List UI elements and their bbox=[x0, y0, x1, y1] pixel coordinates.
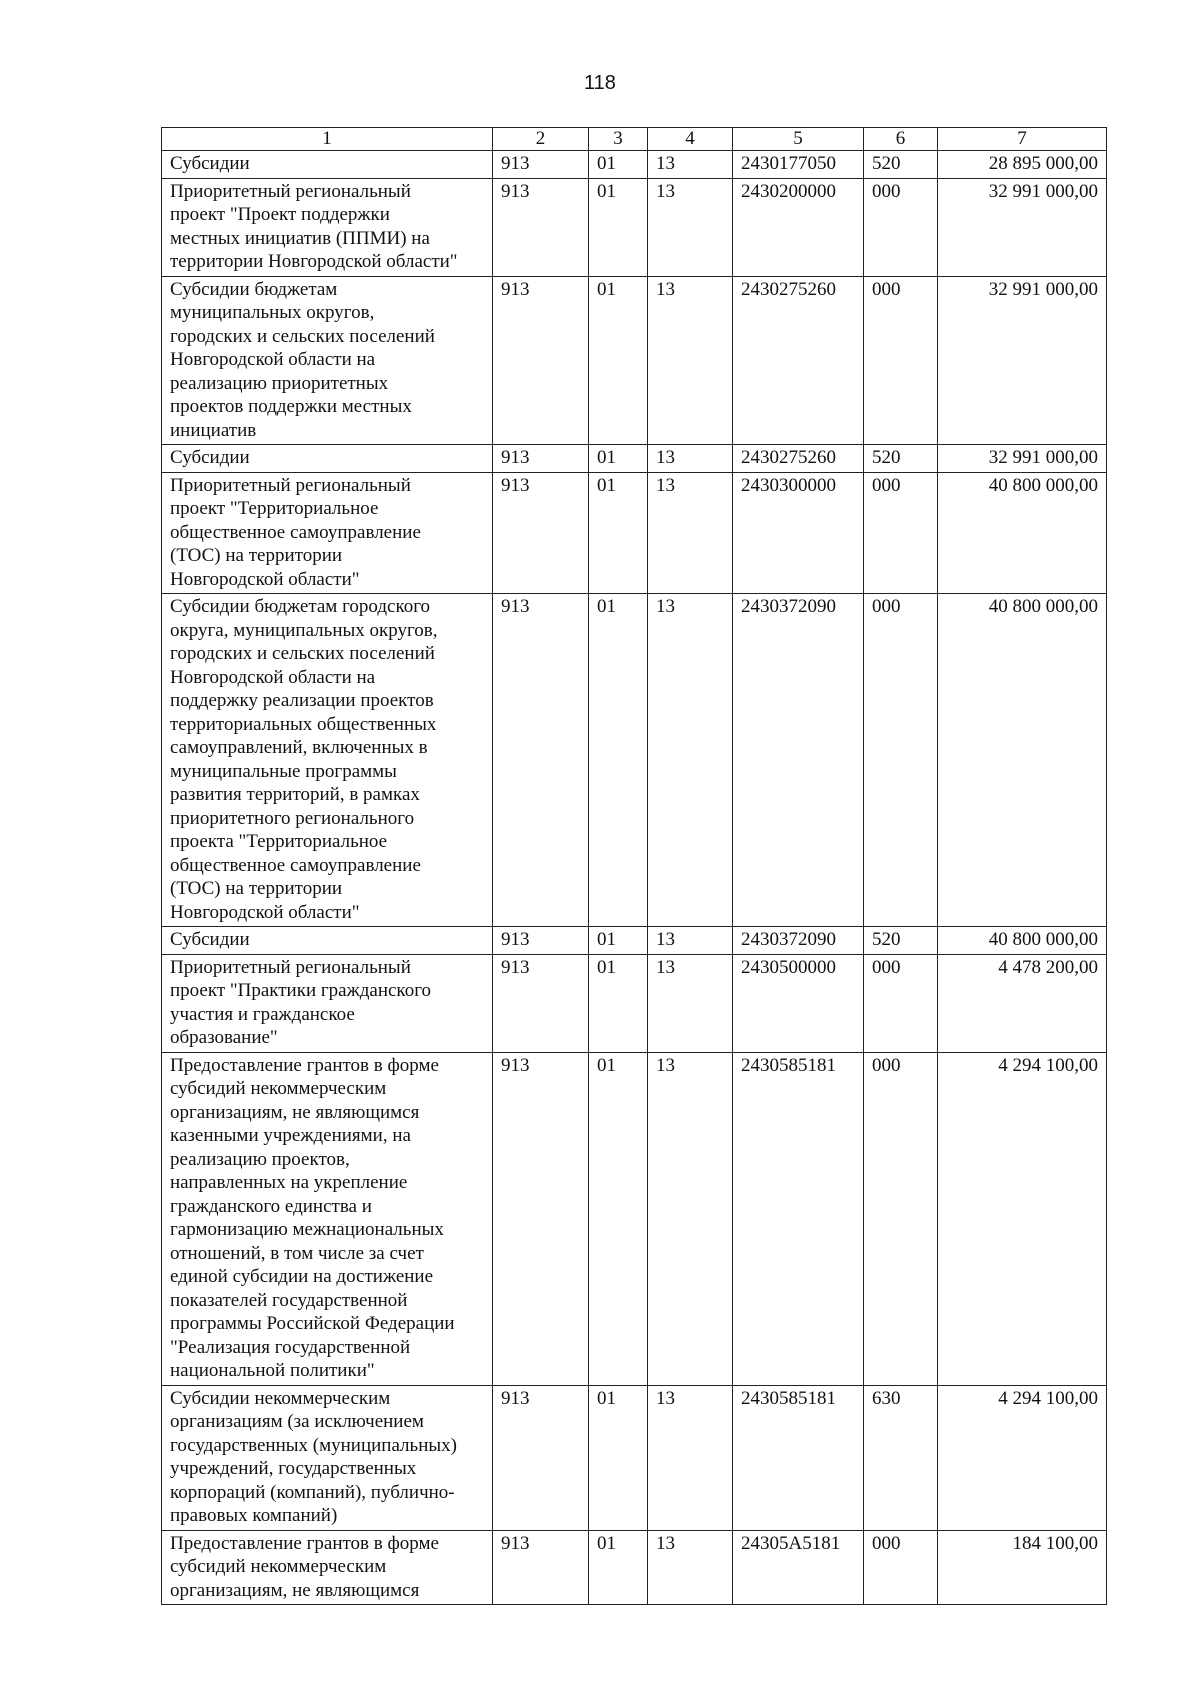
table-row bbox=[162, 594, 1107, 927]
row-name: Субсидии bbox=[162, 151, 493, 179]
table-row bbox=[162, 151, 1107, 179]
row-target-code: 2430585181 bbox=[733, 1385, 864, 1530]
row-name: Субсидии бюджетам муниципальных округов, городских и сельских поселений Новгородской области на реализацию приоритетных проектов поддержки местных инициатив bbox=[162, 276, 493, 445]
row-target-code: 2430275260 bbox=[733, 276, 864, 445]
row-section-code: 01 bbox=[589, 1530, 648, 1605]
row-expense-type: 000 bbox=[864, 954, 938, 1052]
column-header-3: 3 bbox=[589, 128, 648, 151]
row-subsection-code: 13 bbox=[648, 276, 733, 445]
column-header-4: 4 bbox=[648, 128, 733, 151]
row-section-code: 01 bbox=[589, 178, 648, 276]
row-expense-type: 000 bbox=[864, 276, 938, 445]
row-amount: 32 991 000,00 bbox=[938, 276, 1107, 445]
row-name: Приоритетный региональный проект "Практики гражданского участия и гражданское образование" bbox=[162, 954, 493, 1052]
row-name: Субсидии bbox=[162, 445, 493, 473]
row-expense-type: 000 bbox=[864, 1530, 938, 1605]
row-name: Субсидии некоммерческим организациям (за исключением государственных (муниципальных) учреждений, государственных корпораций (компаний), публично- правовых компаний) bbox=[162, 1385, 493, 1530]
table-row bbox=[162, 1530, 1107, 1605]
column-header-1: 1 bbox=[162, 128, 493, 151]
table-row bbox=[162, 927, 1107, 955]
row-name: Приоритетный региональный проект "Территориальное общественное самоуправление (ТОС) на территории Новгородской области" bbox=[162, 472, 493, 594]
row-name: Предоставление грантов в форме субсидий некоммерческим организациям, не являющимся bbox=[162, 1530, 493, 1605]
row-subsection-code: 13 bbox=[648, 927, 733, 955]
row-subsection-code: 13 bbox=[648, 1530, 733, 1605]
row-section-code: 01 bbox=[589, 445, 648, 473]
row-admin-code: 913 bbox=[493, 954, 589, 1052]
row-amount: 184 100,00 bbox=[938, 1530, 1107, 1605]
row-subsection-code: 13 bbox=[648, 1052, 733, 1385]
column-header-7: 7 bbox=[938, 128, 1107, 151]
row-target-code: 2430275260 bbox=[733, 445, 864, 473]
row-expense-type: 630 bbox=[864, 1385, 938, 1530]
row-subsection-code: 13 bbox=[648, 1385, 733, 1530]
row-admin-code: 913 bbox=[493, 178, 589, 276]
row-expense-type: 000 bbox=[864, 472, 938, 594]
row-name: Предоставление грантов в форме субсидий некоммерческим организациям, не являющимся казенными учреждениями, на реализацию проектов, направленных на укрепление гражданского единства и гармонизацию межнациональных отношений, в том числе за счет единой субсидии на достижение показателей государственной программы Российской Федерации "Реализация государственной национальной политики" bbox=[162, 1052, 493, 1385]
row-section-code: 01 bbox=[589, 1385, 648, 1530]
row-section-code: 01 bbox=[589, 1052, 648, 1385]
row-name: Приоритетный региональный проект "Проект поддержки местных инициатив (ППМИ) на территории Новгородской области" bbox=[162, 178, 493, 276]
row-admin-code: 913 bbox=[493, 1530, 589, 1605]
header-row bbox=[162, 128, 1107, 151]
row-name: Субсидии bbox=[162, 927, 493, 955]
row-expense-type: 520 bbox=[864, 151, 938, 179]
row-admin-code: 913 bbox=[493, 276, 589, 445]
row-target-code: 24305А5181 bbox=[733, 1530, 864, 1605]
row-target-code: 2430585181 bbox=[733, 1052, 864, 1385]
row-target-code: 2430300000 bbox=[733, 472, 864, 594]
row-section-code: 01 bbox=[589, 594, 648, 927]
row-admin-code: 913 bbox=[493, 472, 589, 594]
row-section-code: 01 bbox=[589, 927, 648, 955]
row-admin-code: 913 bbox=[493, 151, 589, 179]
row-subsection-code: 13 bbox=[648, 472, 733, 594]
row-target-code: 2430177050 bbox=[733, 151, 864, 179]
row-target-code: 2430200000 bbox=[733, 178, 864, 276]
row-section-code: 01 bbox=[589, 276, 648, 445]
row-section-code: 01 bbox=[589, 472, 648, 594]
row-subsection-code: 13 bbox=[648, 594, 733, 927]
row-amount: 40 800 000,00 bbox=[938, 927, 1107, 955]
row-name: Субсидии бюджетам городского округа, муниципальных округов, городских и сельских поселений Новгородской области на поддержку реализации проектов территориальных общественных самоуправлений, включенных в муниципальные программы развития территорий, в рамках приоритетного регионального проекта "Территориальное общественное самоуправление (ТОС) на территории Новгородской области" bbox=[162, 594, 493, 927]
row-admin-code: 913 bbox=[493, 1385, 589, 1530]
row-admin-code: 913 bbox=[493, 594, 589, 927]
row-expense-type: 000 bbox=[864, 178, 938, 276]
table-row bbox=[162, 445, 1107, 473]
page-number: 118 bbox=[584, 72, 616, 94]
row-section-code: 01 bbox=[589, 151, 648, 179]
row-expense-type: 520 bbox=[864, 445, 938, 473]
column-header-2: 2 bbox=[493, 128, 589, 151]
row-subsection-code: 13 bbox=[648, 178, 733, 276]
row-expense-type: 000 bbox=[864, 1052, 938, 1385]
table-row bbox=[162, 1385, 1107, 1530]
row-target-code: 2430500000 bbox=[733, 954, 864, 1052]
row-expense-type: 520 bbox=[864, 927, 938, 955]
row-subsection-code: 13 bbox=[648, 954, 733, 1052]
row-section-code: 01 bbox=[589, 954, 648, 1052]
row-target-code: 2430372090 bbox=[733, 594, 864, 927]
row-amount: 4 294 100,00 bbox=[938, 1052, 1107, 1385]
row-admin-code: 913 bbox=[493, 927, 589, 955]
row-target-code: 2430372090 bbox=[733, 927, 864, 955]
table-row bbox=[162, 1052, 1107, 1385]
row-amount: 32 991 000,00 bbox=[938, 178, 1107, 276]
row-amount: 40 800 000,00 bbox=[938, 594, 1107, 927]
table-row bbox=[162, 472, 1107, 594]
row-amount: 4 294 100,00 bbox=[938, 1385, 1107, 1530]
row-admin-code: 913 bbox=[493, 1052, 589, 1385]
row-subsection-code: 13 bbox=[648, 151, 733, 179]
table-row bbox=[162, 954, 1107, 1052]
row-amount: 4 478 200,00 bbox=[938, 954, 1107, 1052]
table-row bbox=[162, 276, 1107, 445]
row-subsection-code: 13 bbox=[648, 445, 733, 473]
row-amount: 32 991 000,00 bbox=[938, 445, 1107, 473]
table-row bbox=[162, 178, 1107, 276]
row-admin-code: 913 bbox=[493, 445, 589, 473]
column-header-6: 6 bbox=[864, 128, 938, 151]
row-expense-type: 000 bbox=[864, 594, 938, 927]
column-header-5: 5 bbox=[733, 128, 864, 151]
budget-table bbox=[161, 127, 1107, 1605]
row-amount: 28 895 000,00 bbox=[938, 151, 1107, 179]
row-amount: 40 800 000,00 bbox=[938, 472, 1107, 594]
